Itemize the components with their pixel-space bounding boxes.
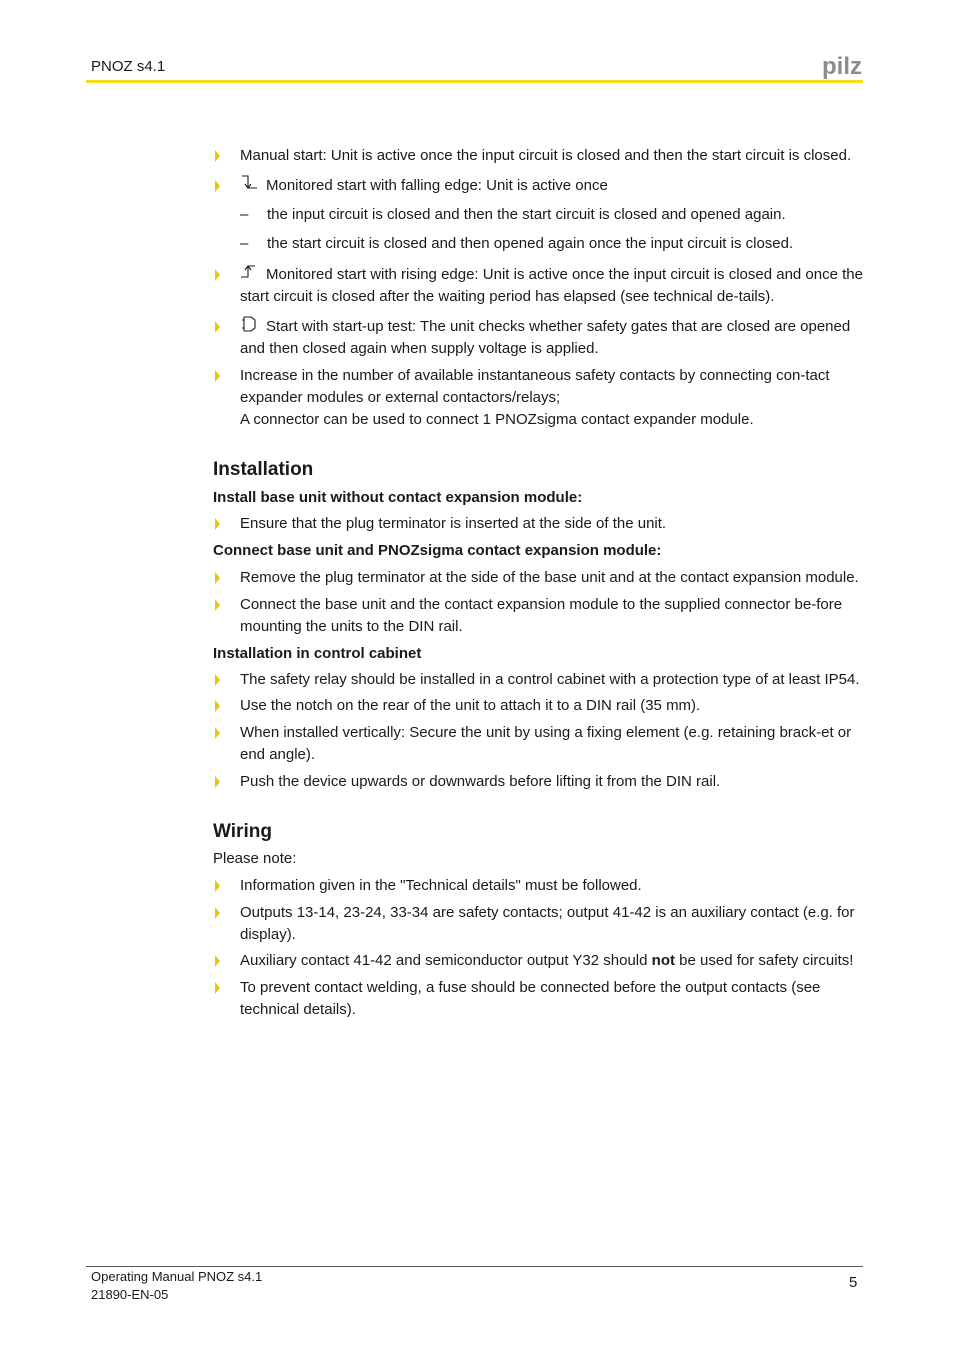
pilz-logo [822,55,864,79]
list-item-text: When installed vertically: Secure the unit by using a fixing element (e.g. retaining brack-et or end angle). [240,724,852,763]
list-item [213,204,865,226]
list-item [213,264,865,308]
subheading: Install base unit without contact expansion module: [213,489,583,506]
list-item-text: Use the notch on the rear of the unit to attach it to a DIN rail (35 mm). [240,697,701,714]
list-item [213,145,865,167]
list-item-text: Auxiliary contact 41-42 and semiconductor output Y32 should [240,952,648,969]
list-item [213,175,865,197]
list-item-text: Connect the base unit and the contact expansion module to the supplied connector be-fore mounting the units to the DIN rail. [240,596,843,635]
subheading: Installation in control cabinet [213,645,422,662]
footer-info [91,1268,262,1304]
list-item-text: The safety relay should be installed in a control cabinet with a protection type of at least IP54. [240,671,860,688]
dash-marker: – [240,206,249,223]
list-item-text: the start circuit is closed and then opened again once the input circuit is closed. [267,235,794,252]
pilz-logo-text: pilz [822,55,862,79]
footer-rule [86,1266,863,1267]
list-item-text: be used for safety circuits! [679,952,854,969]
list-item-text: Increase in the number of available instantaneous safety contacts by connecting con-tact expander modules or external contactors/relays; [240,367,830,406]
list-item [213,567,865,589]
list-item [213,695,865,717]
footer-manual-title: Operating Manual PNOZ s4.1 [91,1269,263,1284]
list-item-text: Monitored start with rising edge: Unit is active once the input circuit is closed and once the start circuit is closed after the waiting period has elapsed (see technical de-tails). [240,266,863,305]
list-item [213,977,865,1021]
list-item [213,875,865,897]
list-item-text: Ensure that the plug terminator is inserted at the side of the unit. [240,515,667,532]
list-item-text: Outputs 13-14, 23-24, 33-34 are safety contacts; output 41-42 is an auxiliary contact (e.g. for display). [240,904,855,943]
header-title: PNOZ s4.1 [91,58,166,75]
list-item [213,722,865,766]
page-content [213,145,865,1021]
list-item [213,771,865,793]
list-item [213,365,865,431]
list-item [213,233,865,255]
list-item-text: Remove the plug terminator at the side of the base unit and at the contact expansion module. [240,569,859,586]
list-item-text: Monitored start with falling edge: Unit is active once [266,177,608,194]
list-item [213,594,865,638]
list-item-text: To prevent contact welding, a fuse should be connected before the output contacts (see technical details). [240,979,821,1018]
emphasis-not: not [651,952,675,969]
list-item-text: A connector can be used to connect 1 PNOZsigma contact expander module. [240,411,754,428]
falling-edge-icon [240,175,258,191]
footer-doc-number: 21890-EN-05 [91,1287,169,1302]
list-item-text: Start with start-up test: The unit checks whether safety gates that are closed are opened and then closed again when supply voltage is applied. [240,318,851,357]
subheading: Connect base unit and PNOZsigma contact expansion module: [213,542,662,559]
list-item-text: Manual start: Unit is active once the input circuit is closed and then the start circuit is closed. [240,147,852,164]
page-number: 5 [849,1274,858,1291]
list-item [213,316,865,360]
list-item [213,669,865,691]
installation-heading: Installation [213,459,314,480]
list-item-text: Push the device upwards or downwards before lifting it from the DIN rail. [240,773,721,790]
wiring-note: Please note: [213,850,297,867]
list-item [213,950,865,972]
rising-edge-icon [240,264,258,280]
list-item-text: Information given in the "Technical details" must be followed. [240,877,642,894]
list-item-text: the input circuit is closed and then the start circuit is closed and opened again. [267,206,786,223]
list-item [213,513,865,535]
startup-test-icon [240,316,258,332]
header-rule [86,80,863,83]
dash-marker: – [240,235,249,252]
wiring-heading: Wiring [213,821,272,842]
list-item [213,902,865,946]
